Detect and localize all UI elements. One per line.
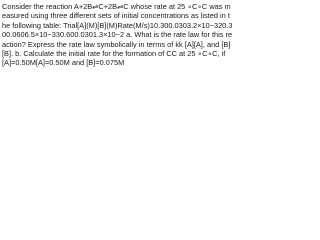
question-text: Consider the reaction A+2B⇌C+2B⇌C whose rate at 25 ∘C∘C was measured using three different sets of initial concentrations as listed in the following table: Trial[A](M)[B](M)Rate(M/s)10.300.0303.2×10−320.300.0606.5×10−330.600.0301.3×10−2 a. What is the rate law for this reaction? Express the rate law symbolically in terms of kk [A][A], and [B][B]. b. Calculate the initial rate for the formation of CC at 25 ∘C∘C, if [A]=0.50M[A]=0.50M and [B]=0.075M	[2, 2, 233, 68]
